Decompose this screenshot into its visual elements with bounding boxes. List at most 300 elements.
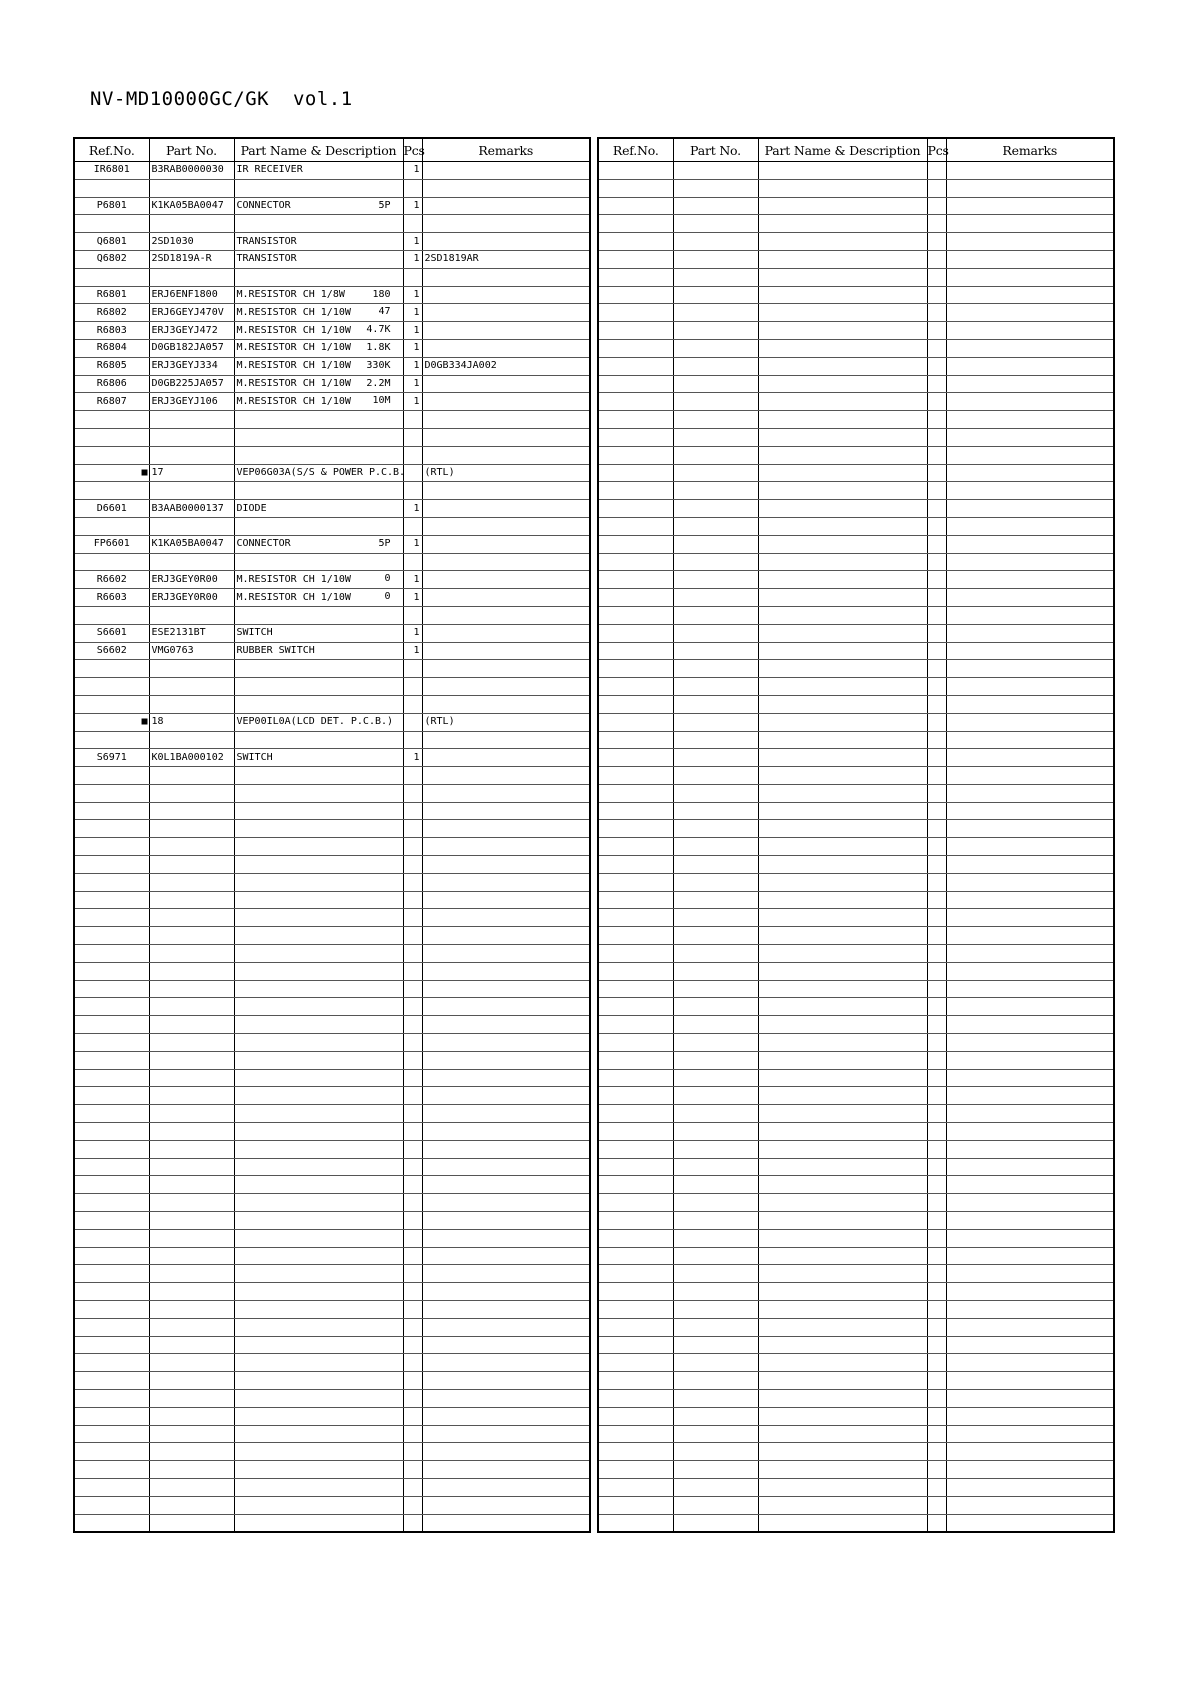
table-row: [74, 731, 590, 749]
ref-no-cell: [74, 1301, 149, 1319]
pcs-cell: [403, 1318, 422, 1336]
ref-no-cell: [74, 553, 149, 571]
part-no-cell: [673, 411, 758, 429]
remarks-cell: [422, 233, 590, 251]
part-name-cell: [234, 500, 403, 518]
part-no-cell: [149, 1069, 234, 1087]
part-no-cell: [673, 1158, 758, 1176]
ref-no-cell: S6601: [74, 624, 149, 642]
ref-no-cell: [598, 1229, 673, 1247]
pcs-cell: [403, 1176, 422, 1194]
ref-no-cell: [74, 1354, 149, 1372]
pcs-cell: [927, 304, 946, 322]
part-name-cell: [758, 856, 927, 874]
remarks-cell: [946, 1247, 1114, 1265]
table-row: [598, 1105, 1114, 1123]
table-row: [598, 945, 1114, 963]
header-ref-no: Ref.No.: [598, 138, 673, 162]
pcs-cell: [927, 767, 946, 785]
table-row: [598, 1478, 1114, 1496]
pcs-cell: [927, 1158, 946, 1176]
ref-no-cell: [74, 1212, 149, 1230]
remarks-cell: [422, 606, 590, 624]
table-row: [74, 215, 590, 233]
part-name-cell: [234, 1496, 403, 1514]
part-no-cell: [673, 1229, 758, 1247]
part-name-cell: [758, 162, 927, 180]
pcs-cell: [403, 980, 422, 998]
part-name-cell: [758, 1443, 927, 1461]
remarks-cell: [946, 1496, 1114, 1514]
ref-no-cell: [598, 1069, 673, 1087]
remarks-cell: [946, 1016, 1114, 1034]
table-row: [74, 873, 590, 891]
pcs-cell: [927, 411, 946, 429]
ref-no-cell: [598, 1105, 673, 1123]
pcs-cell: [403, 268, 422, 286]
remarks-cell: [422, 1194, 590, 1212]
part-name-cell: [234, 589, 403, 607]
table-row: [74, 820, 590, 838]
part-no-cell: [673, 1318, 758, 1336]
ref-no-cell: Q6801: [74, 233, 149, 251]
pcs-cell: [403, 891, 422, 909]
ref-no-cell: [74, 1407, 149, 1425]
ref-no-cell: [598, 838, 673, 856]
remarks-cell: [946, 838, 1114, 856]
table-row: [598, 838, 1114, 856]
part-no-cell: [673, 1301, 758, 1319]
pcs-cell: [403, 1105, 422, 1123]
part-name-cell: [758, 215, 927, 233]
part-no-cell: K0L1BA000102: [149, 749, 234, 767]
pcs-cell: [403, 1354, 422, 1372]
part-name-cell: [758, 945, 927, 963]
table-row: [598, 1496, 1114, 1514]
table-row: [74, 1105, 590, 1123]
table-row: [74, 1372, 590, 1390]
part-name-text: M.RESISTOR CH 1/10W: [236, 342, 351, 354]
remarks-cell: [946, 1212, 1114, 1230]
pcs-cell: [927, 1425, 946, 1443]
remarks-cell: [946, 695, 1114, 713]
part-no-cell: [673, 802, 758, 820]
table-row: [74, 428, 590, 446]
part-name-cell: [234, 1443, 403, 1461]
part-name-cell: [234, 1140, 403, 1158]
part-name-cell: [234, 1336, 403, 1354]
remarks-cell: [946, 606, 1114, 624]
ref-no-cell: [598, 197, 673, 215]
table-row: [74, 891, 590, 909]
remarks-cell: [946, 215, 1114, 233]
table-row: [598, 517, 1114, 535]
part-no-cell: [673, 1069, 758, 1087]
part-no-cell: [149, 1051, 234, 1069]
part-no-cell: [149, 1514, 234, 1532]
table-row: [74, 1087, 590, 1105]
ref-no-cell: [74, 1069, 149, 1087]
table-row: [598, 713, 1114, 731]
remarks-cell: [946, 713, 1114, 731]
table-row: [598, 428, 1114, 446]
pcs-cell: [927, 197, 946, 215]
part-name-cell: [758, 1087, 927, 1105]
pcs-cell: [927, 998, 946, 1016]
table-row: [598, 927, 1114, 945]
pcs-cell: 1: [403, 233, 422, 251]
table-row: [598, 749, 1114, 767]
remarks-cell: [946, 1407, 1114, 1425]
pcs-cell: 1: [403, 286, 422, 304]
part-name-cell: [758, 1372, 927, 1390]
ref-no-cell: [74, 873, 149, 891]
table-row: [74, 1514, 590, 1532]
ref-no-cell: [74, 1105, 149, 1123]
pcs-cell: [927, 1354, 946, 1372]
part-no-cell: [673, 642, 758, 660]
ref-no-cell: [598, 339, 673, 357]
remarks-cell: [946, 268, 1114, 286]
pcs-cell: 1: [403, 571, 422, 589]
ref-no-cell: [74, 1336, 149, 1354]
part-name-cell: [758, 1247, 927, 1265]
pcs-cell: [403, 1496, 422, 1514]
ref-no-cell: [74, 1123, 149, 1141]
part-no-cell: [673, 446, 758, 464]
part-no-cell: [149, 873, 234, 891]
table-row: [598, 1389, 1114, 1407]
part-no-cell: [673, 962, 758, 980]
table-row: [598, 1407, 1114, 1425]
remarks-cell: [422, 286, 590, 304]
remarks-cell: [422, 1105, 590, 1123]
pcs-cell: [927, 233, 946, 251]
part-no-cell: [149, 446, 234, 464]
part-name-cell: [234, 998, 403, 1016]
part-no-cell: ERJ6ENF1800: [149, 286, 234, 304]
table-row: [74, 286, 590, 304]
part-name-text: M.RESISTOR CH 1/10W: [236, 306, 351, 318]
pcs-cell: [927, 1301, 946, 1319]
ref-no-cell: [598, 1301, 673, 1319]
table-row: [598, 393, 1114, 411]
remarks-cell: (RTL): [422, 464, 590, 482]
ref-no-cell: [598, 1265, 673, 1283]
part-name-cell: [234, 1087, 403, 1105]
ref-no-cell: [74, 1372, 149, 1390]
part-name-cell: [234, 428, 403, 446]
part-name-cell: [758, 1069, 927, 1087]
table-row: [74, 589, 590, 607]
pcs-cell: [927, 250, 946, 268]
part-name-cell: [234, 1478, 403, 1496]
part-name-cell: [234, 1372, 403, 1390]
ref-no-cell: [74, 998, 149, 1016]
table-row: [74, 571, 590, 589]
part-no-cell: [149, 1123, 234, 1141]
remarks-cell: [422, 553, 590, 571]
part-no-cell: ERJ3GEY0R00: [149, 589, 234, 607]
pcs-cell: [403, 1389, 422, 1407]
table-row: [74, 945, 590, 963]
table-row: [598, 197, 1114, 215]
ref-no-cell: [598, 1247, 673, 1265]
part-no-cell: [673, 1354, 758, 1372]
ref-no-cell: [598, 909, 673, 927]
pcs-cell: [927, 1194, 946, 1212]
table-row: [598, 1265, 1114, 1283]
remarks-cell: [946, 1318, 1114, 1336]
pcs-cell: 1: [403, 375, 422, 393]
remarks-cell: [946, 873, 1114, 891]
table-row: [74, 411, 590, 429]
part-spec-value: 10M: [372, 395, 391, 407]
ref-no-cell: [74, 980, 149, 998]
pcs-cell: [927, 1389, 946, 1407]
pcs-cell: 1: [403, 393, 422, 411]
remarks-cell: [946, 428, 1114, 446]
part-spec-value: 1.8K: [366, 341, 391, 353]
remarks-cell: [422, 838, 590, 856]
remarks-cell: [946, 1176, 1114, 1194]
part-no-cell: [149, 553, 234, 571]
pcs-cell: 1: [403, 162, 422, 180]
table-row: [598, 1016, 1114, 1034]
remarks-cell: [946, 1283, 1114, 1301]
part-name-cell: [234, 856, 403, 874]
remarks-cell: [422, 215, 590, 233]
remarks-cell: [422, 962, 590, 980]
part-name-cell: [234, 357, 403, 375]
part-no-cell: [673, 1016, 758, 1034]
part-name-cell: [758, 1354, 927, 1372]
ref-no-cell: [598, 162, 673, 180]
remarks-cell: [422, 1247, 590, 1265]
pcs-cell: [927, 695, 946, 713]
remarks-cell: [946, 1140, 1114, 1158]
ref-no-cell: [598, 517, 673, 535]
table-row: [74, 375, 590, 393]
part-name-cell: [758, 500, 927, 518]
remarks-cell: [422, 1051, 590, 1069]
remarks-cell: [946, 1229, 1114, 1247]
pcs-cell: [927, 1016, 946, 1034]
part-name-cell: [234, 517, 403, 535]
ref-no-cell: [74, 660, 149, 678]
ref-no-cell: [598, 731, 673, 749]
pcs-cell: [403, 909, 422, 927]
table-row: [74, 624, 590, 642]
pcs-cell: [927, 784, 946, 802]
part-no-cell: [673, 1372, 758, 1390]
part-name-cell: [758, 891, 927, 909]
ref-no-cell: [598, 1389, 673, 1407]
part-no-cell: [673, 233, 758, 251]
ref-no-cell: [598, 873, 673, 891]
part-name-cell: [758, 998, 927, 1016]
part-name-cell: [234, 1247, 403, 1265]
header-part-name: Part Name & Description: [234, 138, 403, 162]
pcs-cell: [403, 517, 422, 535]
part-no-cell: [673, 589, 758, 607]
table-row: [74, 980, 590, 998]
part-name-cell: [758, 482, 927, 500]
table-row: [598, 589, 1114, 607]
section-marker: ■: [74, 464, 149, 482]
pcs-cell: [927, 802, 946, 820]
table-row: [74, 1069, 590, 1087]
pcs-cell: 1: [403, 642, 422, 660]
ref-no-cell: P6801: [74, 197, 149, 215]
ref-no-cell: [598, 464, 673, 482]
part-name-cell: [234, 1194, 403, 1212]
part-name-text: M.RESISTOR CH 1/10W: [236, 591, 351, 603]
ref-no-cell: [598, 589, 673, 607]
part-no-cell: [673, 1105, 758, 1123]
remarks-cell: [946, 1069, 1114, 1087]
part-no-cell: [673, 375, 758, 393]
remarks-cell: [946, 998, 1114, 1016]
header-pcs: Pcs: [403, 138, 422, 162]
remarks-cell: [422, 411, 590, 429]
part-name-cell: [234, 695, 403, 713]
part-no-cell: [149, 268, 234, 286]
table-row: [598, 856, 1114, 874]
ref-no-cell: [598, 980, 673, 998]
pcs-cell: [403, 713, 422, 731]
remarks-cell: [422, 428, 590, 446]
remarks-cell: [946, 535, 1114, 553]
part-name-cell: [234, 749, 403, 767]
part-no-cell: [673, 268, 758, 286]
part-no-cell: [673, 767, 758, 785]
part-no-cell: [673, 286, 758, 304]
table-row: [598, 179, 1114, 197]
pcs-cell: 1: [403, 357, 422, 375]
table-row: [598, 162, 1114, 180]
part-name-cell: [758, 1176, 927, 1194]
table-row: [598, 1247, 1114, 1265]
ref-no-cell: [598, 250, 673, 268]
part-name-cell: [758, 624, 927, 642]
table-row: [598, 250, 1114, 268]
table-row: [74, 1389, 590, 1407]
part-no-cell: [673, 731, 758, 749]
remarks-cell: [422, 1443, 590, 1461]
table-row: [74, 1158, 590, 1176]
ref-no-cell: [598, 553, 673, 571]
ref-no-cell: [598, 233, 673, 251]
part-name-cell: [758, 927, 927, 945]
pcs-cell: [403, 1034, 422, 1052]
part-name-cell: [758, 802, 927, 820]
table-row: [598, 1425, 1114, 1443]
part-spec-value: 47: [378, 306, 391, 318]
remarks-cell: [422, 393, 590, 411]
ref-no-cell: [74, 1514, 149, 1532]
pcs-cell: [403, 1069, 422, 1087]
part-no-cell: [149, 731, 234, 749]
remarks-cell: [422, 642, 590, 660]
part-no-cell: [673, 1514, 758, 1532]
remarks-cell: [946, 1336, 1114, 1354]
part-no-cell: [149, 1372, 234, 1390]
pcs-cell: [927, 962, 946, 980]
table-row: [74, 1407, 590, 1425]
table-row: [74, 1212, 590, 1230]
pcs-cell: [927, 339, 946, 357]
part-name-cell: [234, 1212, 403, 1230]
table-row: [74, 339, 590, 357]
pcs-cell: [927, 1461, 946, 1479]
ref-no-cell: IR6801: [74, 162, 149, 180]
ref-no-cell: [74, 1140, 149, 1158]
table-row: [598, 535, 1114, 553]
part-name-cell: [234, 909, 403, 927]
remarks-cell: [422, 1372, 590, 1390]
table-row: [74, 1461, 590, 1479]
pcs-cell: [403, 1478, 422, 1496]
part-no-cell: [673, 856, 758, 874]
pcs-cell: [403, 1265, 422, 1283]
part-name-cell: [758, 393, 927, 411]
pcs-cell: [927, 891, 946, 909]
ref-no-cell: [74, 1283, 149, 1301]
part-no-cell: [149, 1301, 234, 1319]
part-name-cell: [234, 1016, 403, 1034]
part-no-cell: K1KA05BA0047: [149, 535, 234, 553]
section-marker: ■: [74, 713, 149, 731]
pcs-cell: [927, 482, 946, 500]
remarks-cell: [422, 162, 590, 180]
remarks-cell: [422, 873, 590, 891]
pcs-cell: [403, 1158, 422, 1176]
ref-no-cell: [74, 1229, 149, 1247]
part-spec-value: 330K: [366, 359, 391, 371]
remarks-cell: [946, 339, 1114, 357]
part-name-cell: [758, 820, 927, 838]
part-no-cell: B3AAB0000137: [149, 500, 234, 518]
pcs-cell: [927, 1123, 946, 1141]
part-no-cell: [149, 678, 234, 696]
part-name-cell: [758, 1389, 927, 1407]
pcs-cell: [403, 446, 422, 464]
ref-no-cell: [598, 1496, 673, 1514]
part-name-cell: [758, 1105, 927, 1123]
remarks-cell: [946, 1051, 1114, 1069]
remarks-cell: [946, 571, 1114, 589]
table-row: [74, 856, 590, 874]
part-spec-value: 5P: [378, 537, 391, 549]
remarks-cell: [946, 642, 1114, 660]
part-name-cell: [758, 1140, 927, 1158]
remarks-cell: [946, 891, 1114, 909]
table-row: [598, 1443, 1114, 1461]
table-row: [598, 215, 1114, 233]
pcs-cell: [403, 1247, 422, 1265]
ref-no-cell: [598, 446, 673, 464]
part-name-text: M.RESISTOR CH 1/10W: [236, 395, 351, 407]
pcs-cell: [927, 1105, 946, 1123]
part-name-cell: [234, 339, 403, 357]
table-row: [74, 962, 590, 980]
pcs-cell: [927, 179, 946, 197]
remarks-cell: [946, 767, 1114, 785]
part-no-cell: [673, 678, 758, 696]
ref-no-cell: [74, 428, 149, 446]
pcs-cell: [403, 1461, 422, 1479]
